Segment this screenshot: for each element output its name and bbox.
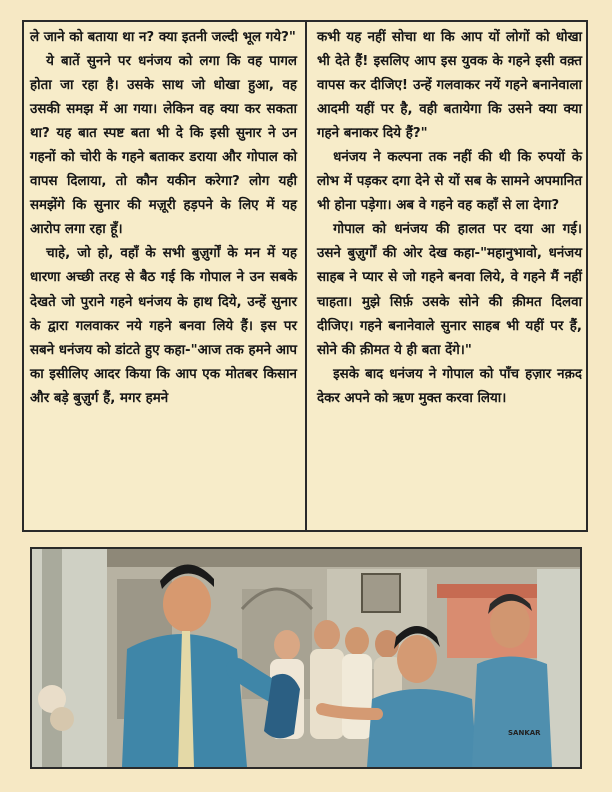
elder-head [345, 627, 369, 655]
paragraph: कभी यह नहीं सोचा था कि आप यों लोगों को धोखा भी देते हैं! इसलिए आप इस युवक के गहने इसी वक़्त वापस कर दीजिए! उन्हें गलवाकर नयें गहने बनानेवाला आदमी यहीं पर है, वही बतायेगा कि उसने क्या क्या गहने बनाकर दिये हैं?" [317, 30, 582, 142]
kurta [472, 657, 552, 768]
face [163, 576, 211, 632]
face [397, 635, 437, 683]
flower-vase [50, 707, 74, 731]
artist-signature: SANKAR [508, 729, 541, 737]
outstretched-arm [322, 709, 377, 714]
paragraph: ले जाने को बताया था न? क्या इतनी जल्दी भूल गये?" [30, 30, 296, 45]
elder-head [274, 630, 300, 660]
elder-body [310, 649, 344, 739]
paragraph: चाहे, जो हो, वहाँ के सभी बुज़ुर्गों के मन में यह धारणा अच्छी तरह से बैठ गई कि गोपाल ने उन सबके देखते जो पुराने गहने धनंजय के हाथ दिये, उन्हें सुनार के द्वारा गलवाकर नये गहने बनवा लिये हैं। इस पर सबने धनंजय को डांटते हुए कहा-"आज तक हमने आप का इसीलिए आदर किया कि आप एक मोतबर किसान और बड़े बुज़ुर्ग हैं, मगर हमने [30, 246, 297, 406]
story-text-box [22, 20, 588, 532]
elder-head [314, 620, 340, 650]
right-text-column [307, 22, 588, 530]
shirt [367, 689, 477, 767]
shrine-roof [437, 584, 547, 598]
paragraph: इसके बाद धनंजय ने गोपाल को पाँच हज़ार नक़द देकर अपने को ऋण मुक्त करवा लिया। [317, 366, 582, 406]
left-pillar-shade [42, 549, 62, 767]
wall-picture-frame [362, 574, 400, 612]
paragraph: गोपाल को धनंजय की हालत पर दया आ गई। उसने बुज़ुर्गों की ओर देख कहा-"महानुभावो, धनंजय साहब ने प्यार से जो गहने बनवा लिये, वे गहने मैं नहीं चाहता। मुझे सिर्फ़ उसके सोने की क़ीमत दिलवा दीजिए। गहने बनानेवाले सुनार साहब भी यहीं पर हैं, सोने की क़ीमत ये ही बता देंगे।" [317, 222, 582, 358]
story-illustration [30, 547, 582, 769]
face [490, 600, 530, 648]
left-text-column [24, 22, 307, 530]
ceiling-beam [32, 549, 580, 567]
paragraph: ये बातें सुनने पर धनंजय को लगा कि वह पागल होता जा रहा है। उसके साथ जो धोखा हुआ, वह उसकी समझ में आ गया। लेकिन वह क्या कर सकता था? यह बात स्पष्ट बता भी दे कि इसी सुनार ने उन गहनों को चोरी के गहने बताकर डराया और गोपाल को वापस दिलाया, तो कौन यकीन करेगा? लोग यही समझेंगे कि सुनार की मज़ूरी हड़पने के लिए में यह आरोप लगा रहा हूँ। [30, 54, 297, 238]
illustration-scene [32, 549, 580, 767]
paragraph: धनंजय ने कल्पना तक नहीं की थी कि रुपयों के लोभ में पड़कर दगा देने से यों सब के सामने अपमानित भी होना पड़ेगा। अब वे गहने वह कहाँ से ला देगा? [317, 150, 582, 214]
elder-body [342, 654, 372, 739]
